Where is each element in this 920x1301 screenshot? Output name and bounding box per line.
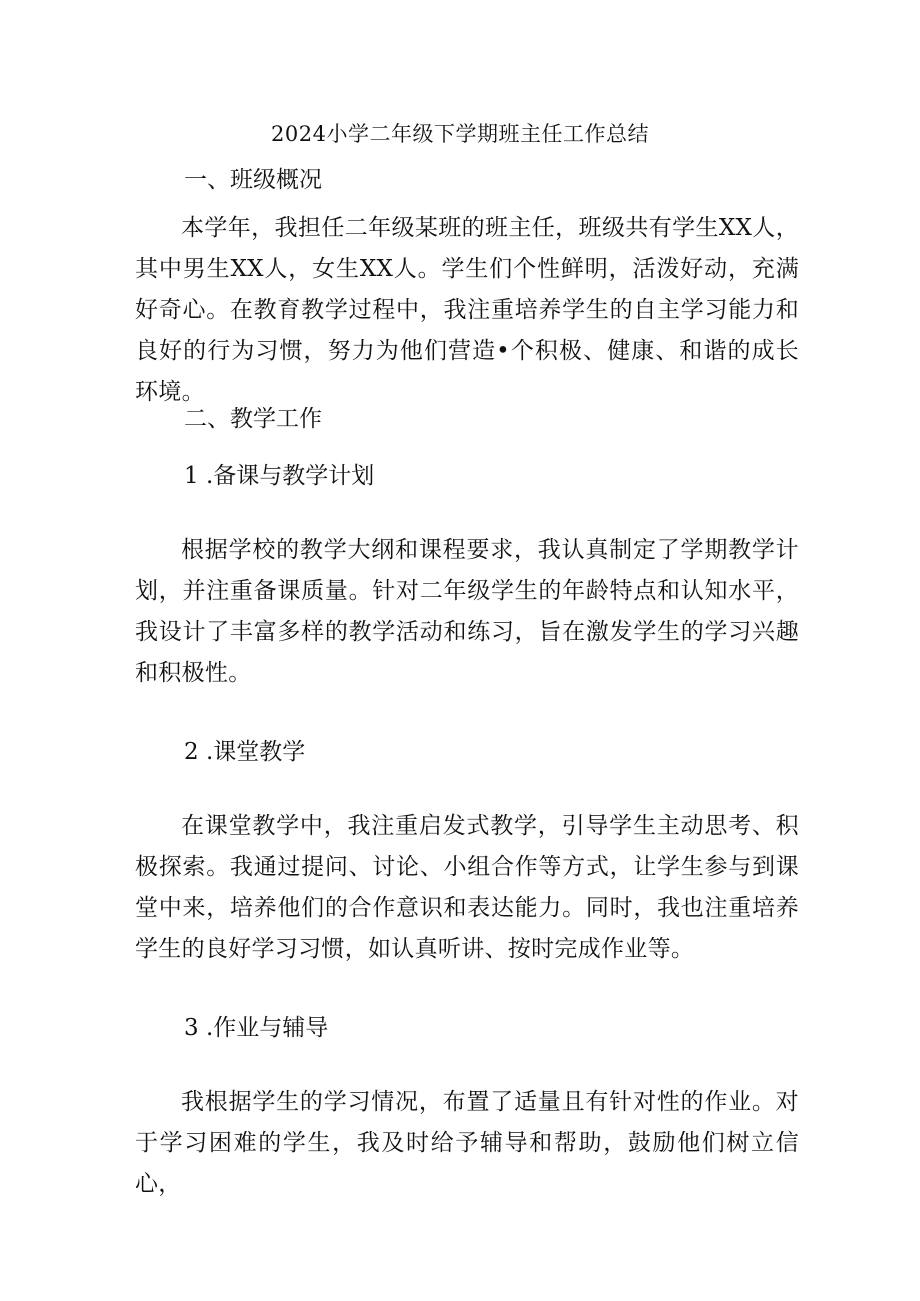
subheading-homework-tutoring: 3 .作业与辅导 — [184, 1015, 329, 1041]
paragraph-homework-tutoring: 我根据学生的学习情况，布置了适量且有针对性的作业。对于学习困难的学生，我及时给予辅导和帮助，鼓励他们树立信心， — [135, 1089, 799, 1197]
paragraph-lesson-planning: 根据学校的教学大纲和课程要求，我认真制定了学期教学计划，并注重备课质量。针对二年级学生的年龄特点和认知水平，我设计了丰富多样的教学活动和练习，旨在激发学生的学习兴趣和积极性。 — [135, 537, 799, 686]
section-heading-class-overview: 一、班级概况 — [184, 167, 322, 193]
paragraph-classroom-teaching: 在课堂教学中，我注重启发式教学，引导学生主动思考、积极探索。我通过提问、讨论、小组合作等方式，让学生参与到课堂中来，培养他们的合作意识和表达能力。同时，我也注重培养学生的良好学习习惯，如认真听讲、按时完成作业等。 — [135, 813, 799, 962]
subheading-lesson-planning: 1 .备课与教学计划 — [184, 463, 375, 489]
document-title: 2024小学二年级下学期班主任工作总结 — [271, 122, 649, 146]
subheading-classroom-teaching: 2 .课堂教学 — [184, 739, 306, 765]
section-heading-teaching-work: 二、教学工作 — [184, 406, 322, 432]
paragraph-class-overview: 本学年，我担任二年级某班的班主任，班级共有学生XX人，其中男生XX人，女生XX人。学生们个性鲜明，活泼好动，充满好奇心。在教育教学过程中，我注重培养学生的自主学习能力和良好的行为习惯，努力为他们营造•个积极、健康、和谐的成长环境。 — [135, 215, 799, 405]
